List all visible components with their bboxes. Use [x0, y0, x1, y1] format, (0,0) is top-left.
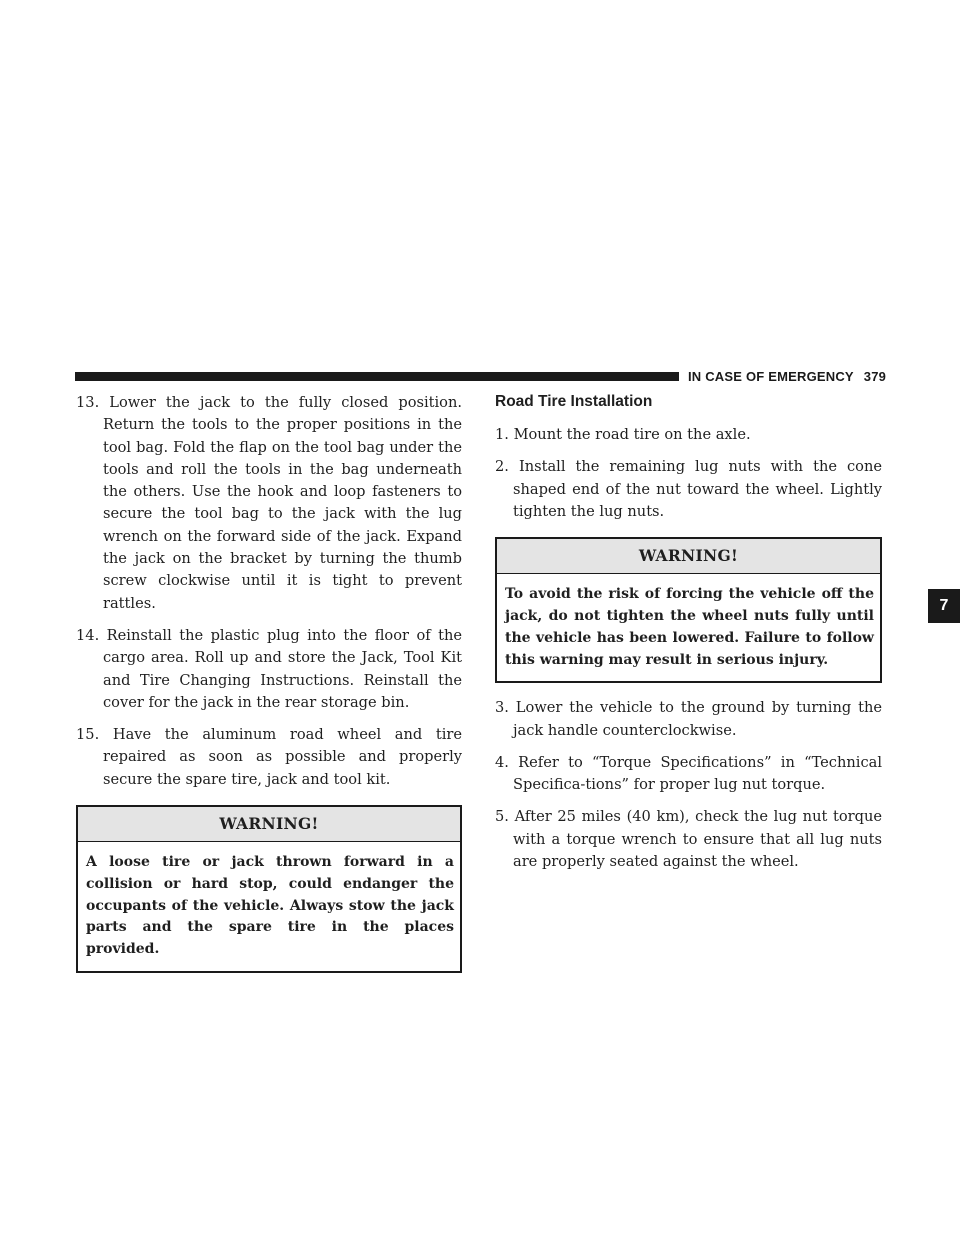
header-rule: [75, 372, 679, 381]
page-number: 379: [863, 369, 887, 384]
step-14: 14. Reinstall the plastic plug into the floor of the cargo area. Roll up and store the Jack, Tool Kit and Tire Changing Instructions. Reinstall the cover for the jack in the rear storage bin.: [76, 626, 462, 711]
step-2: 2. Install the remaining lug nuts with the cone shaped end of the nut toward the wheel. Lightly tighten the lug nuts.: [495, 458, 882, 520]
warning-title: WARNING!: [78, 807, 460, 842]
running-header: [688, 369, 886, 384]
step-3: 3. Lower the vehicle to the ground by turning the jack handle counterclockwise.: [495, 699, 882, 739]
warning-title: WARNING!: [497, 539, 880, 574]
step-1: 1. Mount the road tire on the axle.: [495, 426, 751, 443]
warning-body: To avoid the risk of forcing the vehicle off the jack, do not tighten the wheel nuts fully until the vehicle has been lowered. Failure to follow this warning may result in serious injury.: [505, 586, 874, 668]
right-column: [495, 392, 882, 883]
warning-box-lug-nuts: [495, 537, 882, 683]
warning-body: A loose tire or jack thrown forward in a collision or hard stop, could endanger the occupants of the vehicle. Always stow the jack parts and the spare tire in the places provided.: [86, 854, 454, 958]
chapter-tab: 7: [928, 589, 960, 623]
section-name: IN CASE OF EMERGENCY: [688, 369, 854, 384]
step-5: 5. After 25 miles (40 km), check the lug nut torque with a torque wrench to ensure that all lug nuts are properly seated against the wheel.: [495, 808, 882, 871]
step-13: 13. Lower the jack to the fully closed position. Return the tools to the proper positions in the tool bag. Fold the flap on the tool bag under the tools and roll the tools in the bag underneath the others. Use the hook and loop fasteners to secure the tool bag to the jack with the lug wrench on the forward side of the jack. Expand the jack on the bracket by turning the thumb screw clockwise until it is tight to prevent rattles.: [76, 394, 462, 612]
step-4: 4. Refer to “Torque Specifications” in “Technical Specifica-tions” for proper lug nut torque.: [495, 753, 882, 794]
section-title: Road Tire Installation: [495, 393, 653, 410]
step-15: 15. Have the aluminum road wheel and tire repaired as soon as possible and properly secure the spare tire, jack and tool kit.: [76, 726, 462, 788]
left-column: [76, 392, 462, 987]
warning-box-stow: [76, 805, 462, 973]
